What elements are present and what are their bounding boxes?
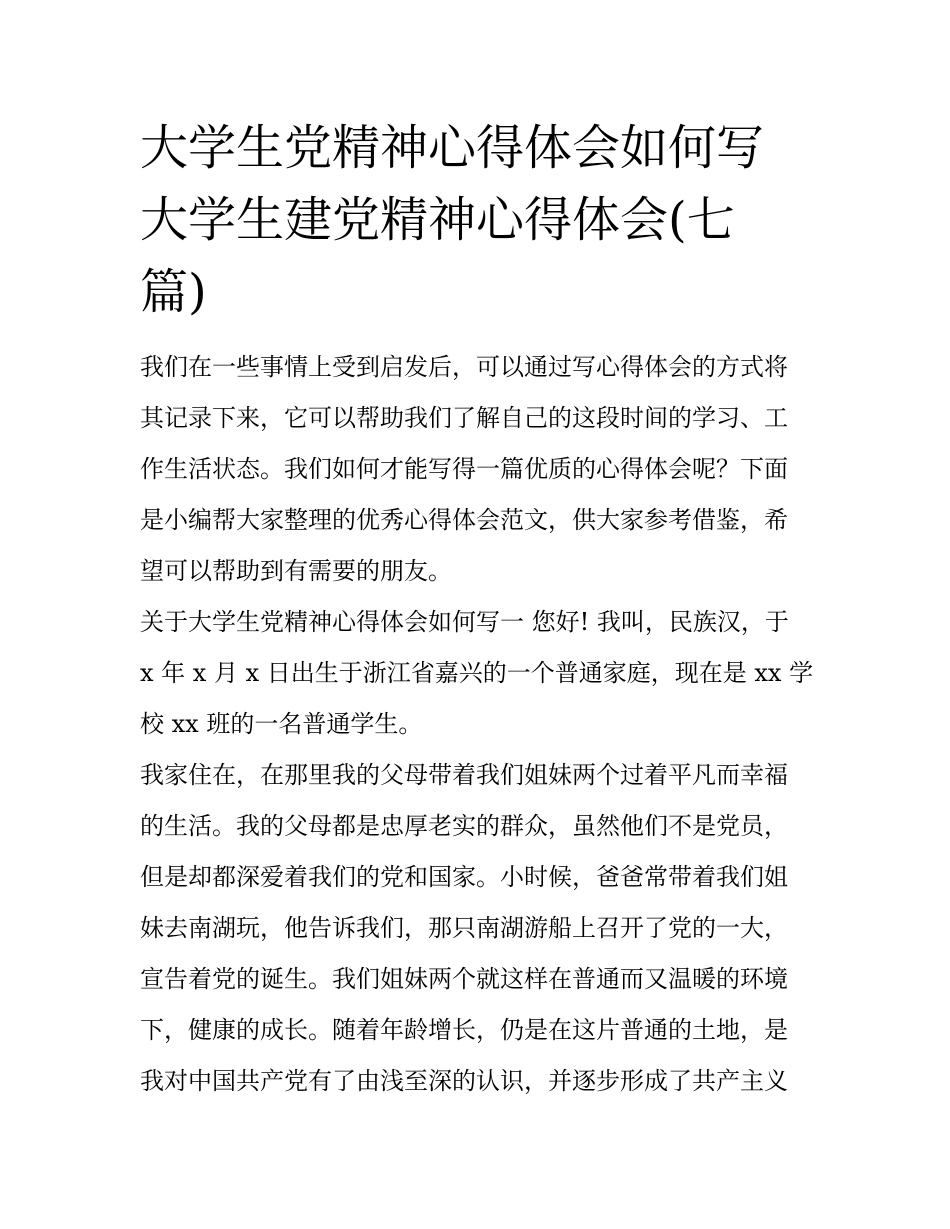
text-line: 校 xx 班的一名普通学生。 xyxy=(140,710,423,738)
text-line: 我家住在，在那里我的父母带着我们姐妹两个过着平凡而幸福 xyxy=(140,761,788,789)
text-line: 是小编帮大家整理的优秀心得体会范文，供大家参考借鉴，希 xyxy=(140,506,788,534)
title-spacer xyxy=(140,328,812,342)
intro-paragraph xyxy=(140,342,812,597)
text-line: 宣告着党的诞生。我们姐妹两个就这样在普通而又温暖的环境 xyxy=(140,965,788,993)
text-line: 其记录下来，它可以帮助我们了解自己的这段时间的学习、工 xyxy=(140,404,788,432)
text-line: 望可以帮助到有需要的朋友。 xyxy=(140,557,452,585)
text-line: 关于大学生党精神心得体会如何写一 您好! 我叫，民族汉，于 xyxy=(140,608,789,636)
document-body xyxy=(140,112,812,1107)
text-line: 我对中国共产党有了由浅至深的认识，并逐步形成了共产主义 xyxy=(140,1067,788,1095)
document-title xyxy=(140,112,812,328)
text-line: x 年 x 月 x 日出生于浙江省嘉兴的一个普通家庭，现在是 xx 学 xyxy=(140,659,814,687)
title-line: 大学生建党精神心得体会(七 xyxy=(140,192,735,248)
body-paragraph xyxy=(140,750,812,1107)
title-line: 大学生党精神心得体会如何写 xyxy=(140,120,765,176)
text-line: 作生活状态。我们如何才能写得一篇优质的心得体会呢？下面 xyxy=(140,455,788,483)
text-line: 下，健康的成长。随着年龄增长，仍是在这片普通的土地，是 xyxy=(140,1016,788,1044)
text-line: 但是却都深爱着我们的党和国家。小时候，爸爸常带着我们姐 xyxy=(140,863,788,891)
text-line: 妹去南湖玩，他告诉我们，那只南湖游船上召开了党的一大， xyxy=(140,914,788,942)
body-paragraph xyxy=(140,597,812,750)
text-line: 的生活。我的父母都是忠厚老实的群众，虽然他们不是党员， xyxy=(140,812,788,840)
text-line: 我们在一些事情上受到启发后，可以通过写心得体会的方式将 xyxy=(140,353,788,381)
title-line: 篇) xyxy=(140,264,207,320)
